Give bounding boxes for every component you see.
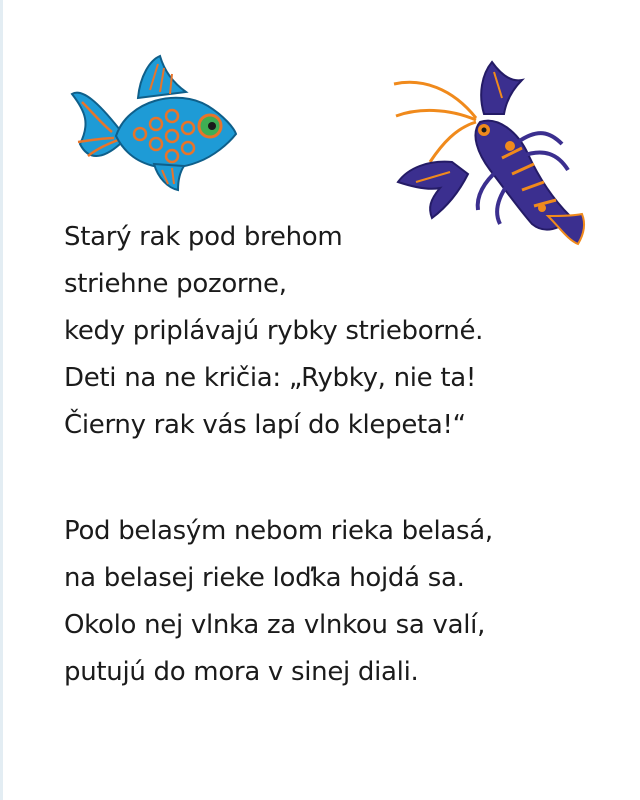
poem-line: na belasej rieke loďka hojdá sa. bbox=[64, 563, 465, 593]
poem-line: striehne pozorne, bbox=[64, 269, 287, 299]
poem-line: putujú do mora v sinej diali. bbox=[64, 657, 419, 687]
poem-line: Okolo nej vlnka za vlnkou sa valí, bbox=[64, 610, 486, 640]
poem-stanza-1 bbox=[64, 214, 483, 449]
poem-stanza-2 bbox=[64, 508, 493, 696]
fish-icon bbox=[68, 52, 238, 192]
poem-line: Čierny rak vás lapí do klepeta!“ bbox=[64, 410, 466, 440]
page-left-edge bbox=[0, 0, 3, 800]
poem-line: Starý rak pod brehom bbox=[64, 222, 343, 252]
poem-line: Pod belasým nebom rieka belasá, bbox=[64, 516, 493, 546]
poem-line: Deti na ne kričia: „Rybky, nie ta! bbox=[64, 363, 476, 393]
poem-line: kedy priplávajú rybky strieborné. bbox=[64, 316, 484, 346]
